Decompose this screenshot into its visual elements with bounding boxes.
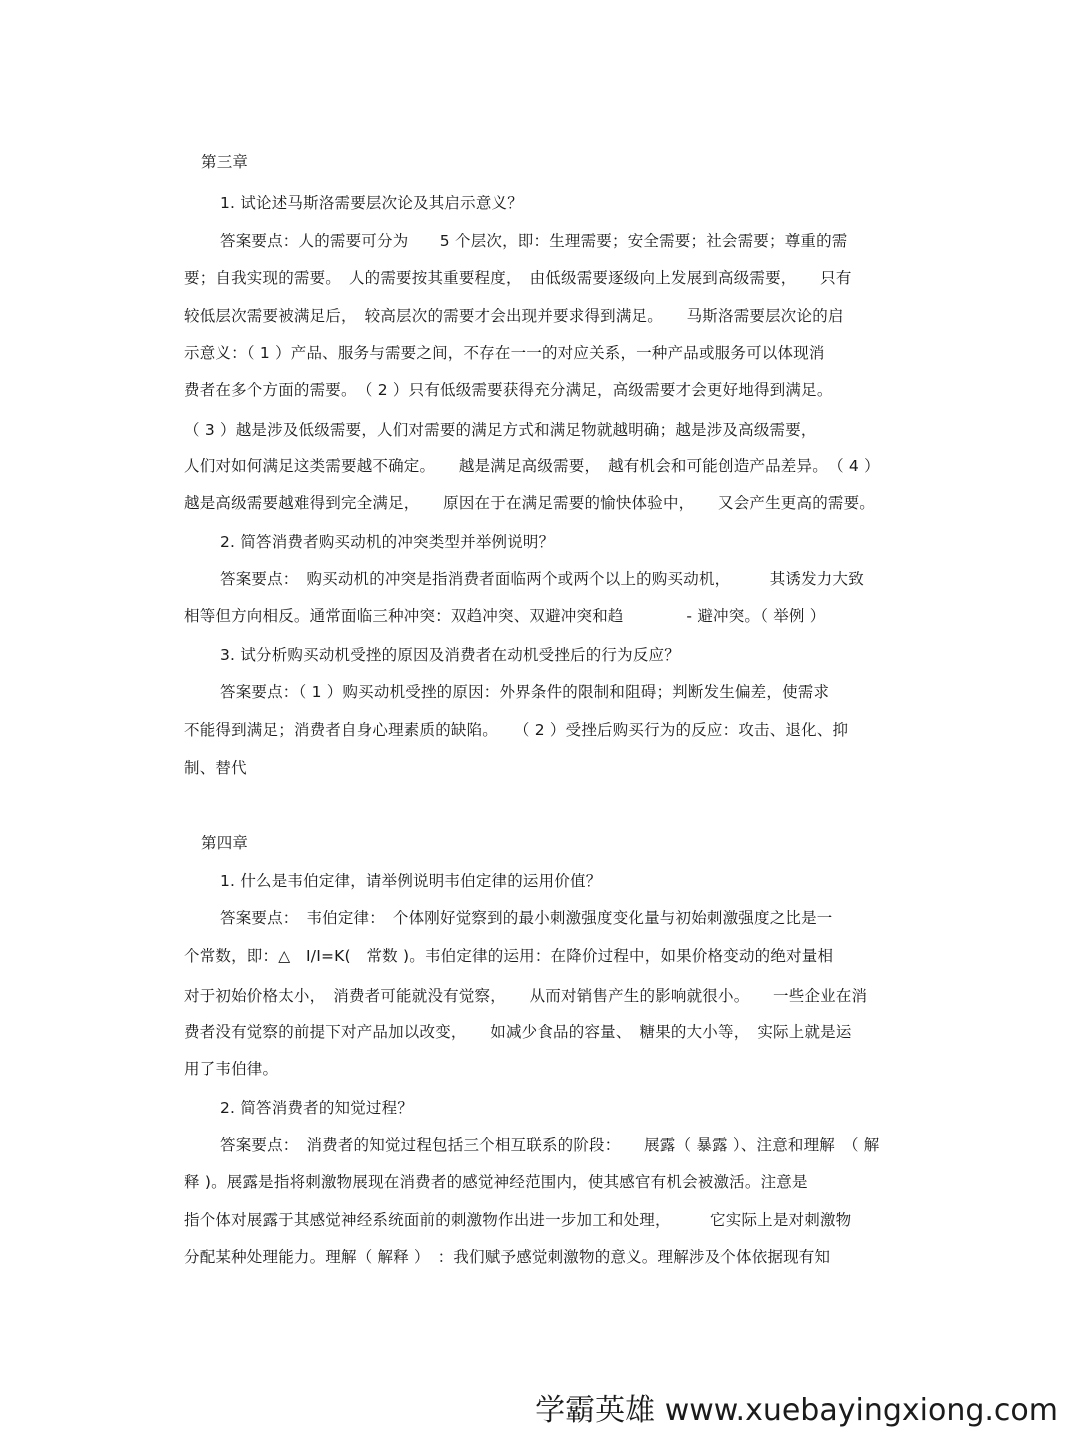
answer-line: 要；自我实现的需要。 人的需要按其重要程度， 由低级需要逐级向上发展到高级需要， 只有: [184, 269, 852, 287]
chapter-4-question-2: 2. 简答消费者的知觉过程？: [220, 1099, 414, 1117]
chapter-3-question-3: 3. 试分析购买动机受挫的原因及消费者在动机受挫后的行为反应？: [220, 646, 680, 664]
answer-line: 答案要点： 购买动机的冲突是指消费者面临两个或两个以上的购买动机， 其诱发力大致: [220, 570, 864, 588]
site-watermark: 学霸英雄 www.xuebayingxiong.com: [535, 1393, 1058, 1428]
answer-line: 较低层次需要被满足后， 较高层次的需要才会出现并要求得到满足。 马斯洛需要层次论的启: [184, 307, 844, 325]
answer-line: 个常数，即：△ I/I=K( 常数 )。韦伯定律的运用：在降价过程中，如果价格变动的绝对量相: [184, 947, 834, 965]
answer-line: 不能得到满足；消费者自身心理素质的缺陷。 （ 2 ）受挫后购买行为的反应：攻击、退化、抑: [184, 721, 849, 739]
answer-line: 答案要点： 消费者的知觉过程包括三个相互联系的阶段： 展露（ 暴露 ）、注意和理解 （ 解: [220, 1136, 880, 1154]
answer-line: 相等但方向相反。通常面临三种冲突：双趋冲突、双避冲突和趋 - 避冲突。（ 举例 ）: [184, 607, 826, 625]
answer-line: 分配某种处理能力。理解（ 解释 ） ：我们赋予感觉刺激物的意义。理解涉及个体依据现有知: [184, 1248, 831, 1266]
answer-line: 答案要点： 韦伯定律： 个体刚好觉察到的最小刺激强度变化量与初始刺激强度之比是一: [220, 909, 833, 927]
answer-line: 示意义：（ 1 ）产品、服务与需要之间，不存在一一的对应关系，一种产品或服务可以体现消: [184, 344, 825, 362]
answer-line: （ 3 ）越是涉及低级需要，人们对需要的满足方式和满足物就越明确；越是涉及高级需要，: [184, 421, 817, 439]
answer-line: 对于初始价格太小， 消费者可能就没有觉察， 从而对销售产生的影响就很小。 一些企业在消: [184, 987, 868, 1005]
answer-line: 费者没有觉察的前提下对产品加以改变， 如减少食品的容量、 糖果的大小等， 实际上就是运: [184, 1023, 852, 1041]
chapter-4-question-1: 1. 什么是韦伯定律，请举例说明韦伯定律的运用价值？: [220, 872, 602, 890]
chapter-3-question-1: 1. 试论述马斯洛需要层次论及其启示意义？: [220, 194, 523, 212]
answer-line: 制、替代: [184, 759, 247, 777]
answer-line: 人们对如何满足这类需要越不确定。 越是满足高级需要， 越有机会和可能创造产品差异。 （ 4 ）: [184, 457, 880, 475]
chapter-3-title: 第三章: [201, 153, 249, 171]
answer-line: 指个体对展露于其感觉神经系统面前的刺激物作出进一步加工和处理， 它实际上是对刺激物: [184, 1211, 852, 1229]
answer-line: 释 )。展露是指将刺激物展现在消费者的感觉神经范围内，使其感官有机会被激活。注意是: [184, 1173, 808, 1191]
chapter-4-title: 第四章: [201, 834, 249, 852]
answer-line: 答案要点：（ 1 ）购买动机受挫的原因：外界条件的限制和阻碍；判断发生偏差，使需求: [220, 683, 830, 701]
answer-line: 答案要点：人的需要可分为 5 个层次，即：生理需要；安全需要；社会需要；尊重的需: [220, 232, 848, 250]
answer-line: 用了韦伯律。: [184, 1060, 279, 1078]
answer-line: 越是高级需要越难得到完全满足， 原因在于在满足需要的愉快体验中， 又会产生更高的需要。: [184, 494, 876, 512]
answer-line: 费者在多个方面的需要。 （ 2 ）只有低级需要获得充分满足，高级需要才会更好地得到满足。: [184, 381, 833, 399]
chapter-3-question-2: 2. 简答消费者购买动机的冲突类型并举例说明？: [220, 533, 555, 551]
